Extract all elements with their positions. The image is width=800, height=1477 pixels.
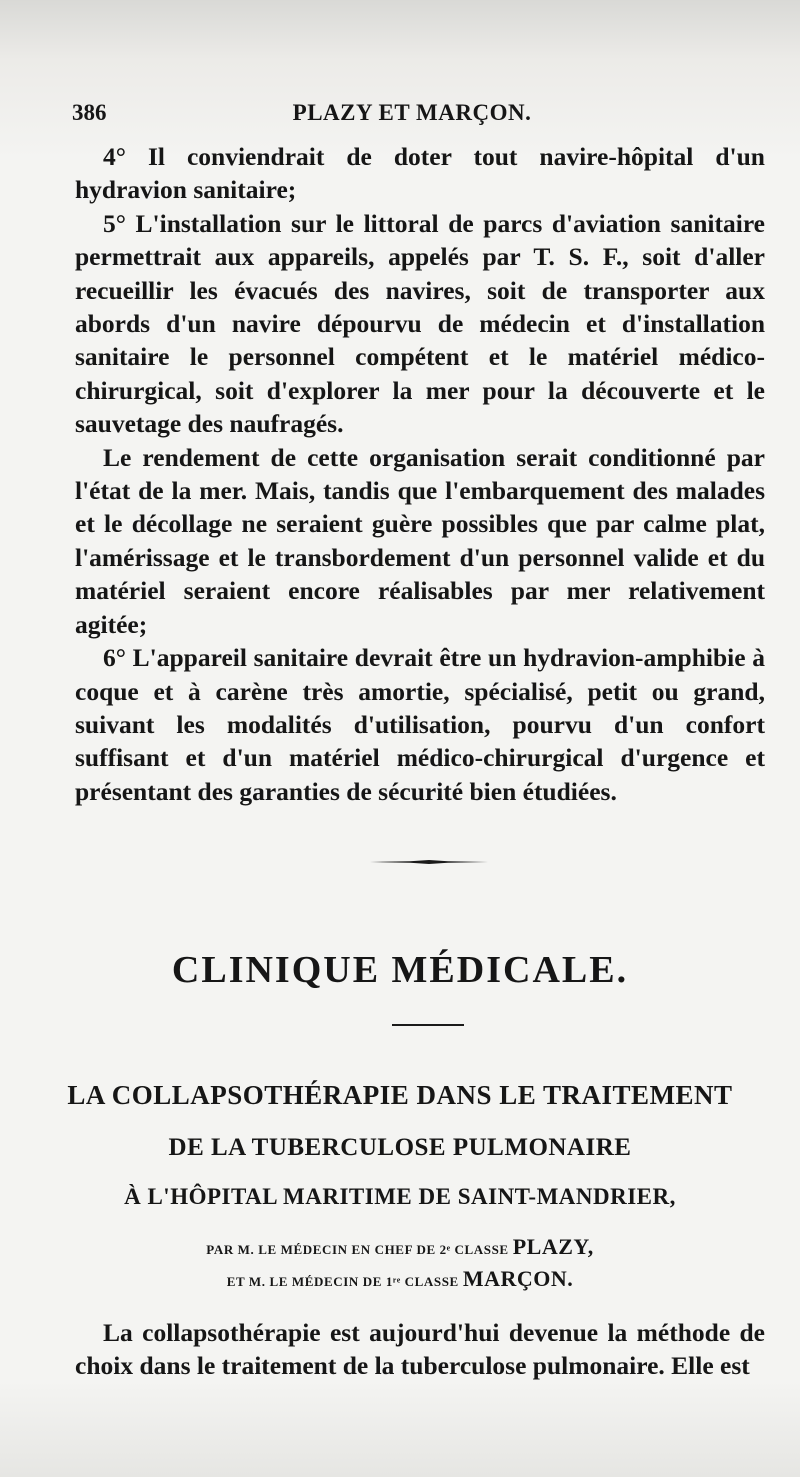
article-title-line-2: DE LA TUBERCULOSE PULMONAIRE [168, 1134, 632, 1161]
ornamental-rule [370, 860, 488, 864]
page-number: 386 [72, 100, 107, 125]
running-head [72, 100, 752, 132]
byline-author-2 [0, 1266, 800, 1292]
paragraph-item-6: 6° L'appareil sanitaire devrait être un hydravion-amphibie à coque et à carène très amortie, spécialisé, petit ou grand, suivant les modalités d'utilisation, pourvu d'un confort suffisant et d'un matériel médico-chirurgical d'urgence et présentant des garanties de sécurité bien étudiées. [75, 643, 765, 806]
paragraph-article-intro: La collapsothérapie est aujourd'hui devenue la méthode de choix dans le traitement de la tuberculose pulmonaire. Elle est [75, 1318, 765, 1381]
article-title-line-3: À L'HÔPITAL MARITIME DE SAINT-MANDRIER, [124, 1184, 676, 1209]
paragraph-item-4: 4° Il conviendrait de doter tout navire-hôpital d'un hydravion sanitaire; [75, 142, 765, 205]
byline-author-2-rank: ET M. LE MÉDECIN DE 1ʳᵉ CLASSE [226, 1274, 459, 1289]
article-title-line-1: LA COLLAPSOTHÉRAPIE DANS LE TRAITEMENT [67, 1080, 733, 1110]
byline-author-1-rank: PAR M. LE MÉDECIN EN CHEF DE 2ᵉ CLASSE [206, 1242, 509, 1257]
section-title: CLINIQUE MÉDICALE. [171, 949, 629, 991]
byline-author-2-name: MARÇON. [462, 1266, 574, 1291]
body-text-article [75, 1316, 765, 1383]
byline-author-1 [0, 1234, 800, 1260]
short-rule [392, 1024, 464, 1026]
running-title: PLAZY ET MARÇON. [292, 100, 532, 125]
paragraph-rendement: Le rendement de cette organisation serait conditionné par l'état de la mer. Mais, tandis que l'embarquement des malades et le décollage ne seraient guère possibles que par calme plat, l'amérissage et le transbordement d'un personnel valide et du matériel seraient encore réalisables par mer relativement agitée; [75, 442, 765, 639]
byline-author-1-name: PLAZY, [512, 1234, 594, 1259]
body-text-top [75, 140, 765, 808]
paragraph-item-5: 5° L'installation sur le littoral de parcs d'aviation sanitaire permettrait aux appareils, appelés par T. S. F., soit d'aller recueillir les évacués des navires, soit de transporter aux abords d'un navire dépourvu de médecin et d'installation sanitaire le personnel compétent et le matériel médico-chirurgical, soit d'explorer la mer pour la découverte et le sauvetage des naufragés. [75, 208, 765, 439]
